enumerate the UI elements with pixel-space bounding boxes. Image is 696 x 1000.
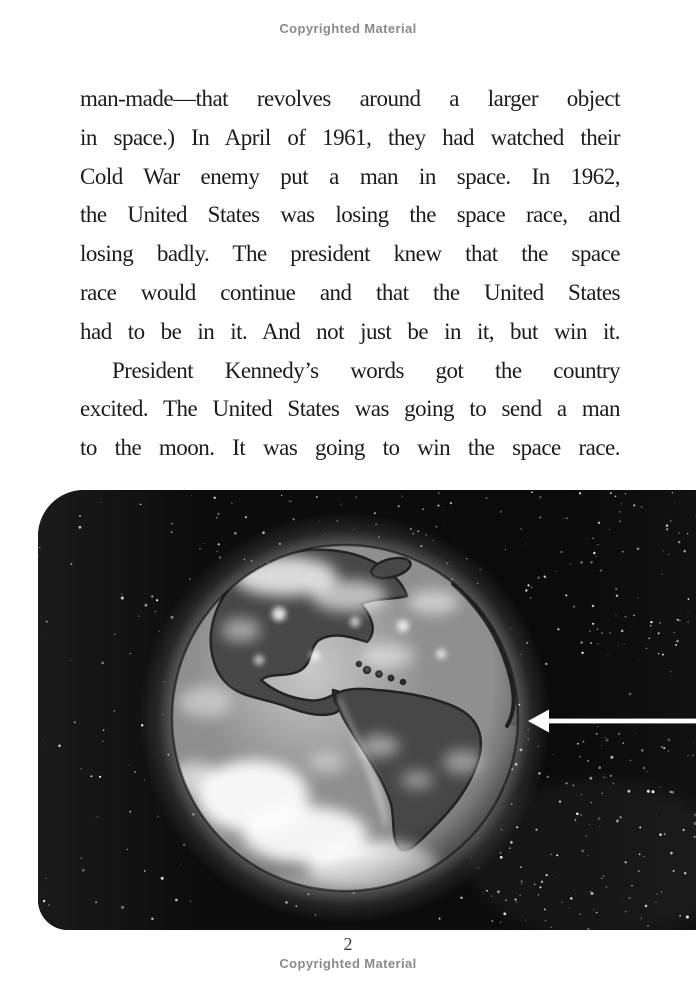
text-line: excited. The United States was going to send a man [80,396,620,422]
text-line: race would continue and that the United States [80,279,620,305]
text-line: losing badly. The president knew that the space [80,241,620,267]
text-line: man-made—that revolves around a larger object [80,86,620,111]
copyright-notice-top: Copyrighted Material [279,21,417,36]
text-line: in space.) In April of 1961, they had watched their [80,124,620,150]
text-line: President Kennedy’s words got the country [112,357,620,383]
text-line: the United States was losing the space race, and [80,202,620,228]
text-line: had to be in it. And not just be in it, but win it. [80,318,620,344]
text-line: Cold War enemy put a man in space. In 1962, [80,163,620,189]
page-number: 2 [343,934,353,954]
earth-space-illustration [38,490,696,930]
body-text [80,80,620,468]
earth-illustration [38,490,696,930]
text-line: to the moon. It was going to win the space race. [80,435,620,461]
copyright-notice-bottom: Copyrighted Material [279,956,417,971]
